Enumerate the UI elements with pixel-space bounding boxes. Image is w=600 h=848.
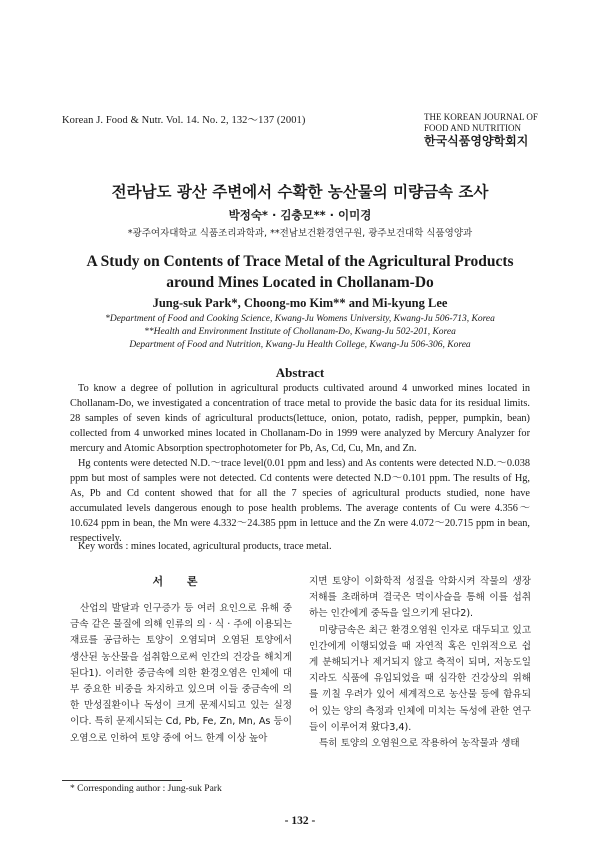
affiliation-1: *Department of Food and Cooking Science, Kwang-Ju Womens University, Kwang-Ju 506-713, Korea	[105, 314, 495, 324]
authors-korean: 박정숙* · 김충모** · 이미경	[228, 208, 372, 222]
title-english-line1: A Study on Contents of Trace Metal of the Agricultural Products	[86, 253, 514, 270]
title-english-line2: around Mines Located in Chollanam-Do	[166, 274, 434, 291]
abstract-paragraph-2: Hg contents were detected N.D.～trace level(0.01 ppm and less) and As contents were detected N.D.～0.038 ppm but most of samples were not detected. Cd contents were detected N.D～0.101 ppm. The results of Hg, As, Pb and Cd content showed that for all the 7 species of agricultural products studied, none have accumulated levels dangerous enough to pose health problems. The average contents of Cu were 4.356～10.624 ppm in bean, the Mn were 4.332～24.385 ppm in lettuce and the Zn were 4.072～20.715 ppm in bean, respectively.	[70, 458, 530, 544]
affiliation-3: Department of Food and Nutrition, Kwang-Ju Health College, Kwang-Ju 506-306, Korea	[129, 340, 471, 350]
intro-paragraph-3: 특히 토양의 오염원으로 작용하여 농작물과 생태	[319, 738, 520, 750]
abstract-body	[70, 381, 530, 546]
journal-name-block	[424, 112, 538, 147]
authors-english: Jung-suk Park*, Choong-mo Kim** and Mi-kyung Lee	[152, 296, 448, 310]
title-korean: 전라남도 광산 주변에서 수확한 농산물의 미량금속 조사	[111, 183, 489, 201]
section-heading-introduction: 서 론	[152, 575, 208, 588]
body-column-right	[309, 574, 531, 752]
abstract-paragraph-1: To know a degree of pollution in agricultural products cultivated around 4 unworked mines located in Chollanam-Do, we investigated a concentration of trace metal to provide the basic data for its residual limits. 28 samples of seven kinds of agricultural products(lettuce, onion, potato, radish, pepper, pumpkin, bean) collected from 4 unworked mines located in Chollanam-Do in 1999 were analyzed by Mercury Analyzer for mercury and Atomic Absorption spectrophotometer for Pb, As, Cd, Cu, Mn, and Zn.	[70, 383, 530, 454]
abstract-heading: Abstract	[275, 365, 325, 380]
intro-paragraph-continued: 지면 토양이 이화학적 성질을 악화시켜 작물의 생장 저해를 초래하며 결국은 먹이사슬을 통해 이를 섭취하는 인간에게 중독을 일으키게 된다2).	[309, 576, 531, 620]
affiliation-2: **Health and Environment Institute of Chollanam-Do, Kwang-Ju 502-201, Korea	[144, 327, 456, 337]
body-column-left	[70, 601, 292, 747]
keywords: Key words : mines located, agricultural products, trace metal.	[78, 541, 332, 552]
footnote-divider	[62, 780, 182, 781]
footnote-corresponding-author: * Corresponding author : Jung-suk Park	[70, 784, 222, 794]
intro-paragraph-2: 미량금속은 최근 환경오염원 인자로 대두되고 있고 인간에게 이행되었을 때 자연적 혹은 인위적으로 쉽게 분해되거나 제거되지 않고 축적이 되며, 저농도일지라도 식품에 유입되었을 때 심각한 건강상의 위해를 끼칠 우려가 있어 세계적으로 농산물 등에 함유되어 있는 양의 측정과 인체에 미치는 독성에 관한 연구들이 이루어져 왔다3,4).	[309, 624, 531, 733]
intro-paragraph-1: 산업의 발달과 인구증가 등 여러 요인으로 유해 중금속 같은 물질에 의해 인류의 의 · 식 · 주에 이용되는 재료를 공급하는 토양이 오염되며 오염된 토양에서 생산된 농산물을 섭취함으로써 인간의 건강을 해치게 된다1). 이러한 중금속에 의한 환경오염은 인체에 대부 중요한 비중을 차지하고 있으며 이들 중금속에 의한 만성질환이나 독성이 크게 문제시되고 있는 실정이다. 특히 문제시되는 Cd, Pb, Fe, Zn, Mn, As 등이 오염으로 인하여 토양 중에 어느 한계 이상 높아	[70, 603, 292, 744]
affiliations-english	[0, 313, 600, 352]
journal-name-line2: FOOD AND NUTRITION	[424, 123, 521, 133]
journal-name-line1: THE KOREAN JOURNAL OF	[424, 112, 538, 122]
affiliation-korean: *광주여자대학교 식품조리과학과, **전남보건환경연구원, 광주보건대학 식품영양과	[127, 228, 473, 239]
journal-citation: Korean J. Food & Nutr. Vol. 14. No. 2, 132～137 (2001)	[62, 115, 306, 126]
title-english	[0, 251, 600, 293]
journal-name-korean: 한국식품영양학회지	[424, 134, 529, 148]
page-number: - 132 -	[284, 815, 316, 827]
